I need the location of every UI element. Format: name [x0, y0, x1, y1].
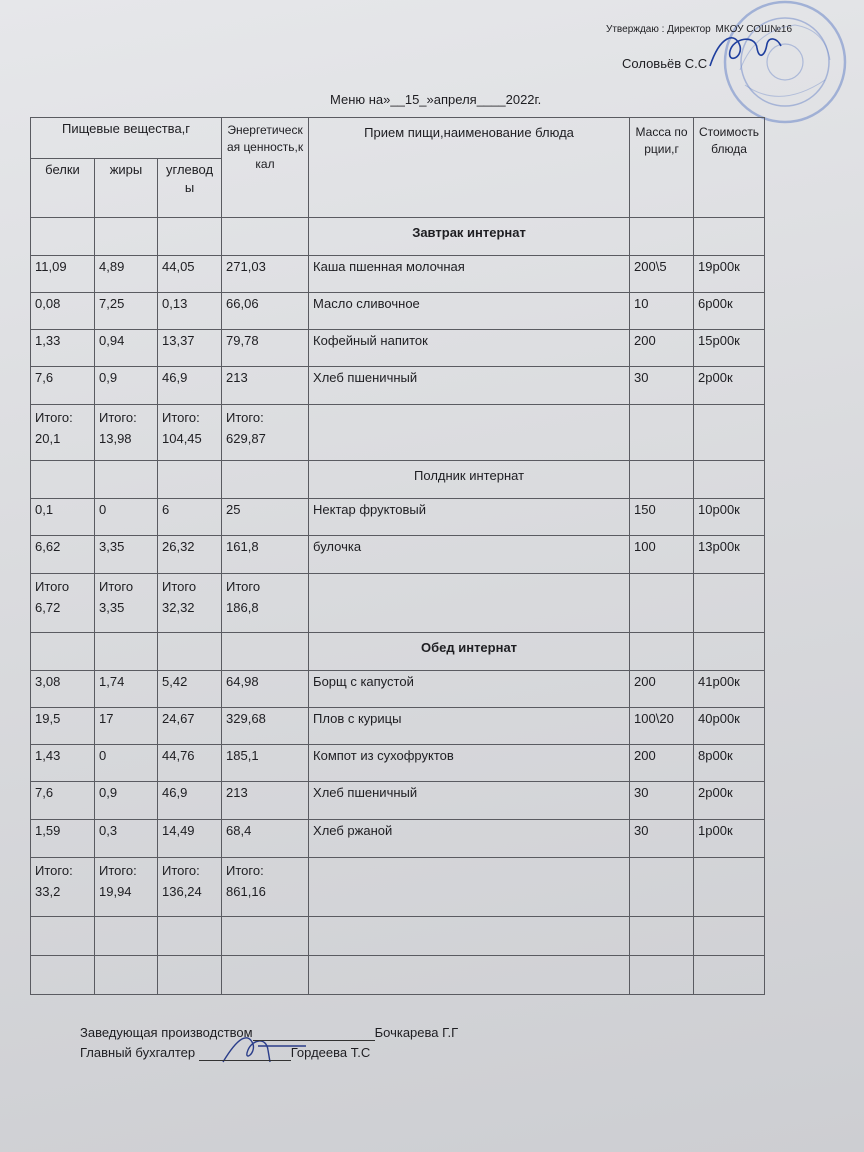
carbs-cell: 44,05	[158, 256, 222, 293]
proteins-cell: 7,6	[31, 367, 95, 405]
cost-header: Стоимость блюда	[694, 118, 765, 218]
dish-name-cell: Кофейный напиток	[309, 330, 630, 367]
carbs-header: углеводы	[158, 159, 222, 218]
proteins-cell: 1,43	[31, 745, 95, 782]
empty-cell	[309, 574, 630, 633]
nutrients-group-header: Пищевые вещества,г	[31, 118, 222, 159]
total-value: 104,45	[162, 431, 202, 446]
fats-cell: 0,9	[95, 367, 158, 405]
section-title: Завтрак интернат	[309, 218, 630, 256]
carbs-cell: 0,13	[158, 293, 222, 330]
total-row	[31, 858, 765, 917]
fats-cell: 3,35	[95, 536, 158, 574]
section-title-row	[31, 461, 765, 499]
approve-label: Утверждаю : Директор	[606, 24, 711, 35]
table-row	[31, 671, 765, 708]
carbs-cell: 46,9	[158, 367, 222, 405]
total-value: 861,16	[226, 884, 266, 899]
carbs-total	[158, 405, 222, 461]
empty-cell	[222, 461, 309, 499]
energy-cell: 213	[222, 367, 309, 405]
dish-name-cell: Компот из сухофруктов	[309, 745, 630, 782]
total-value: 136,24	[162, 884, 202, 899]
table-row	[31, 499, 765, 536]
mass-cell: 10	[630, 293, 694, 330]
accountant-label: Главный бухгалтер	[80, 1045, 196, 1060]
empty-cell	[309, 917, 630, 956]
footer-accountant	[80, 1045, 370, 1061]
empty-cell	[630, 917, 694, 956]
proteins-cell: 7,6	[31, 782, 95, 820]
total-row	[31, 405, 765, 461]
fats-cell: 17	[95, 708, 158, 745]
energy-cell: 79,78	[222, 330, 309, 367]
proteins-cell: 0,1	[31, 499, 95, 536]
empty-cell	[158, 633, 222, 671]
proteins-cell: 1,59	[31, 820, 95, 858]
table-header-row	[31, 118, 765, 159]
dish-name-cell: Хлеб пшеничный	[309, 782, 630, 820]
proteins-total	[31, 574, 95, 633]
empty-cell	[158, 917, 222, 956]
proteins-total	[31, 858, 95, 917]
carbs-cell: 46,9	[158, 782, 222, 820]
carbs-cell: 6	[158, 499, 222, 536]
cost-cell: 15р00к	[694, 330, 765, 367]
accountant-name: Гордеева Т.С	[290, 1045, 371, 1060]
fats-cell: 0,9	[95, 782, 158, 820]
signature-line	[199, 1045, 291, 1061]
total-label: Итого:	[162, 863, 200, 878]
proteins-cell: 3,08	[31, 671, 95, 708]
mass-cell: 30	[630, 820, 694, 858]
fats-cell: 0	[95, 499, 158, 536]
fats-cell: 7,25	[95, 293, 158, 330]
carbs-cell: 14,49	[158, 820, 222, 858]
mass-cell: 30	[630, 367, 694, 405]
total-label: Итого:	[226, 863, 264, 878]
fats-cell: 1,74	[95, 671, 158, 708]
cost-cell: 8р00к	[694, 745, 765, 782]
total-value: 186,8	[226, 600, 259, 615]
table-row	[31, 536, 765, 574]
section-title: Обед интернат	[309, 633, 630, 671]
signature-line	[253, 1025, 375, 1041]
energy-total	[222, 858, 309, 917]
fats-cell: 0	[95, 745, 158, 782]
table-row	[31, 330, 765, 367]
empty-cell	[158, 218, 222, 256]
fats-total	[95, 574, 158, 633]
table-row	[31, 293, 765, 330]
cost-cell: 13р00к	[694, 536, 765, 574]
table-row	[31, 745, 765, 782]
empty-cell	[95, 461, 158, 499]
energy-cell: 66,06	[222, 293, 309, 330]
empty-cell	[222, 633, 309, 671]
energy-total	[222, 574, 309, 633]
total-value: 33,2	[35, 884, 61, 899]
empty-cell	[694, 858, 765, 917]
empty-cell	[630, 574, 694, 633]
fats-cell: 0,3	[95, 820, 158, 858]
mass-cell: 200\5	[630, 256, 694, 293]
carbs-cell: 26,32	[158, 536, 222, 574]
empty-cell	[630, 461, 694, 499]
empty-cell	[630, 956, 694, 995]
empty-cell	[630, 633, 694, 671]
menu-table	[30, 117, 765, 995]
cost-cell: 6р00к	[694, 293, 765, 330]
mass-cell: 200	[630, 745, 694, 782]
table-row	[31, 367, 765, 405]
total-value: 3,35	[99, 600, 125, 615]
empty-cell	[95, 218, 158, 256]
empty-row	[31, 956, 765, 995]
empty-cell	[309, 405, 630, 461]
proteins-cell: 6,62	[31, 536, 95, 574]
total-label: Итого:	[99, 863, 137, 878]
total-label: Итого	[226, 579, 261, 594]
empty-cell	[95, 956, 158, 995]
section-title-row	[31, 218, 765, 256]
carbs-total	[158, 858, 222, 917]
energy-total	[222, 405, 309, 461]
cost-cell: 2р00к	[694, 782, 765, 820]
total-label: Итого:	[226, 410, 264, 425]
proteins-cell: 0,08	[31, 293, 95, 330]
production-name: Бочкарева Г.Г	[374, 1025, 459, 1040]
section-title-row	[31, 633, 765, 671]
energy-cell: 271,03	[222, 256, 309, 293]
proteins-total	[31, 405, 95, 461]
menu-title: Меню на»__15_»апреля____2022г.	[330, 92, 542, 107]
mass-cell: 200	[630, 330, 694, 367]
empty-cell	[31, 461, 95, 499]
table-row	[31, 708, 765, 745]
dish-name-cell: Хлеб ржаной	[309, 820, 630, 858]
empty-cell	[309, 858, 630, 917]
carbs-cell: 44,76	[158, 745, 222, 782]
energy-cell: 213	[222, 782, 309, 820]
cost-cell: 10р00к	[694, 499, 765, 536]
total-label: Итого:	[162, 410, 200, 425]
empty-cell	[95, 917, 158, 956]
total-value: 6,72	[35, 600, 61, 615]
director-name: Соловьёв С.С	[622, 56, 708, 71]
table-row	[31, 256, 765, 293]
carbs-cell: 24,67	[158, 708, 222, 745]
table-row	[31, 820, 765, 858]
empty-row	[31, 917, 765, 956]
proteins-cell: 1,33	[31, 330, 95, 367]
cost-cell: 1р00к	[694, 820, 765, 858]
empty-cell	[31, 633, 95, 671]
empty-cell	[694, 956, 765, 995]
approval-line	[606, 24, 792, 35]
dish-name-cell: булочка	[309, 536, 630, 574]
empty-cell	[222, 917, 309, 956]
mass-cell: 100\20	[630, 708, 694, 745]
empty-cell	[158, 956, 222, 995]
fats-total	[95, 405, 158, 461]
energy-cell: 329,68	[222, 708, 309, 745]
footer-production	[80, 1025, 458, 1041]
dish-name-cell: Каша пшенная молочная	[309, 256, 630, 293]
total-label: Итого	[35, 579, 70, 594]
empty-cell	[31, 956, 95, 995]
carbs-cell: 5,42	[158, 671, 222, 708]
dish-name-cell: Нектар фруктовый	[309, 499, 630, 536]
dish-name-cell: Хлеб пшеничный	[309, 367, 630, 405]
dish-name-cell: Плов с курицы	[309, 708, 630, 745]
empty-cell	[31, 917, 95, 956]
empty-cell	[694, 633, 765, 671]
energy-cell: 68,4	[222, 820, 309, 858]
empty-cell	[158, 461, 222, 499]
proteins-cell: 11,09	[31, 256, 95, 293]
cost-cell: 2р00к	[694, 367, 765, 405]
total-value: 19,94	[99, 884, 132, 899]
total-value: 13,98	[99, 431, 132, 446]
empty-cell	[222, 956, 309, 995]
mass-header: Масса порции,г	[630, 118, 694, 218]
energy-header: Энергетическая ценность,ккал	[222, 118, 309, 218]
total-value: 20,1	[35, 431, 61, 446]
total-row	[31, 574, 765, 633]
total-label: Итого:	[35, 863, 73, 878]
empty-cell	[694, 405, 765, 461]
fats-header: жиры	[95, 159, 158, 218]
cost-cell: 19р00к	[694, 256, 765, 293]
meal-header: Прием пищи,наименование блюда	[309, 118, 630, 218]
empty-cell	[694, 574, 765, 633]
fats-total	[95, 858, 158, 917]
dish-name-cell: Борщ с капустой	[309, 671, 630, 708]
empty-cell	[95, 633, 158, 671]
mass-cell: 30	[630, 782, 694, 820]
empty-cell	[630, 218, 694, 256]
table-row	[31, 782, 765, 820]
empty-cell	[31, 218, 95, 256]
production-label: Заведующая производством	[80, 1025, 253, 1040]
empty-cell	[630, 858, 694, 917]
carbs-total	[158, 574, 222, 633]
mass-cell: 100	[630, 536, 694, 574]
empty-cell	[694, 218, 765, 256]
cost-cell: 40р00к	[694, 708, 765, 745]
carbs-cell: 13,37	[158, 330, 222, 367]
mass-cell: 200	[630, 671, 694, 708]
empty-cell	[309, 956, 630, 995]
proteins-header: белки	[31, 159, 95, 218]
empty-cell	[630, 405, 694, 461]
energy-cell: 161,8	[222, 536, 309, 574]
energy-cell: 25	[222, 499, 309, 536]
total-label: Итого	[162, 579, 197, 594]
mass-cell: 150	[630, 499, 694, 536]
cost-cell: 41р00к	[694, 671, 765, 708]
energy-cell: 64,98	[222, 671, 309, 708]
total-value: 32,32	[162, 600, 195, 615]
proteins-cell: 19,5	[31, 708, 95, 745]
total-value: 629,87	[226, 431, 266, 446]
fats-cell: 4,89	[95, 256, 158, 293]
fats-cell: 0,94	[95, 330, 158, 367]
dish-name-cell: Масло сливочное	[309, 293, 630, 330]
empty-cell	[694, 917, 765, 956]
empty-cell	[222, 218, 309, 256]
energy-cell: 185,1	[222, 745, 309, 782]
section-title: Полдник интернат	[309, 461, 630, 499]
empty-cell	[694, 461, 765, 499]
total-label: Итого	[99, 579, 134, 594]
total-label: Итого:	[99, 410, 137, 425]
approve-org: МКОУ СОШ№16	[715, 24, 793, 35]
total-label: Итого:	[35, 410, 73, 425]
